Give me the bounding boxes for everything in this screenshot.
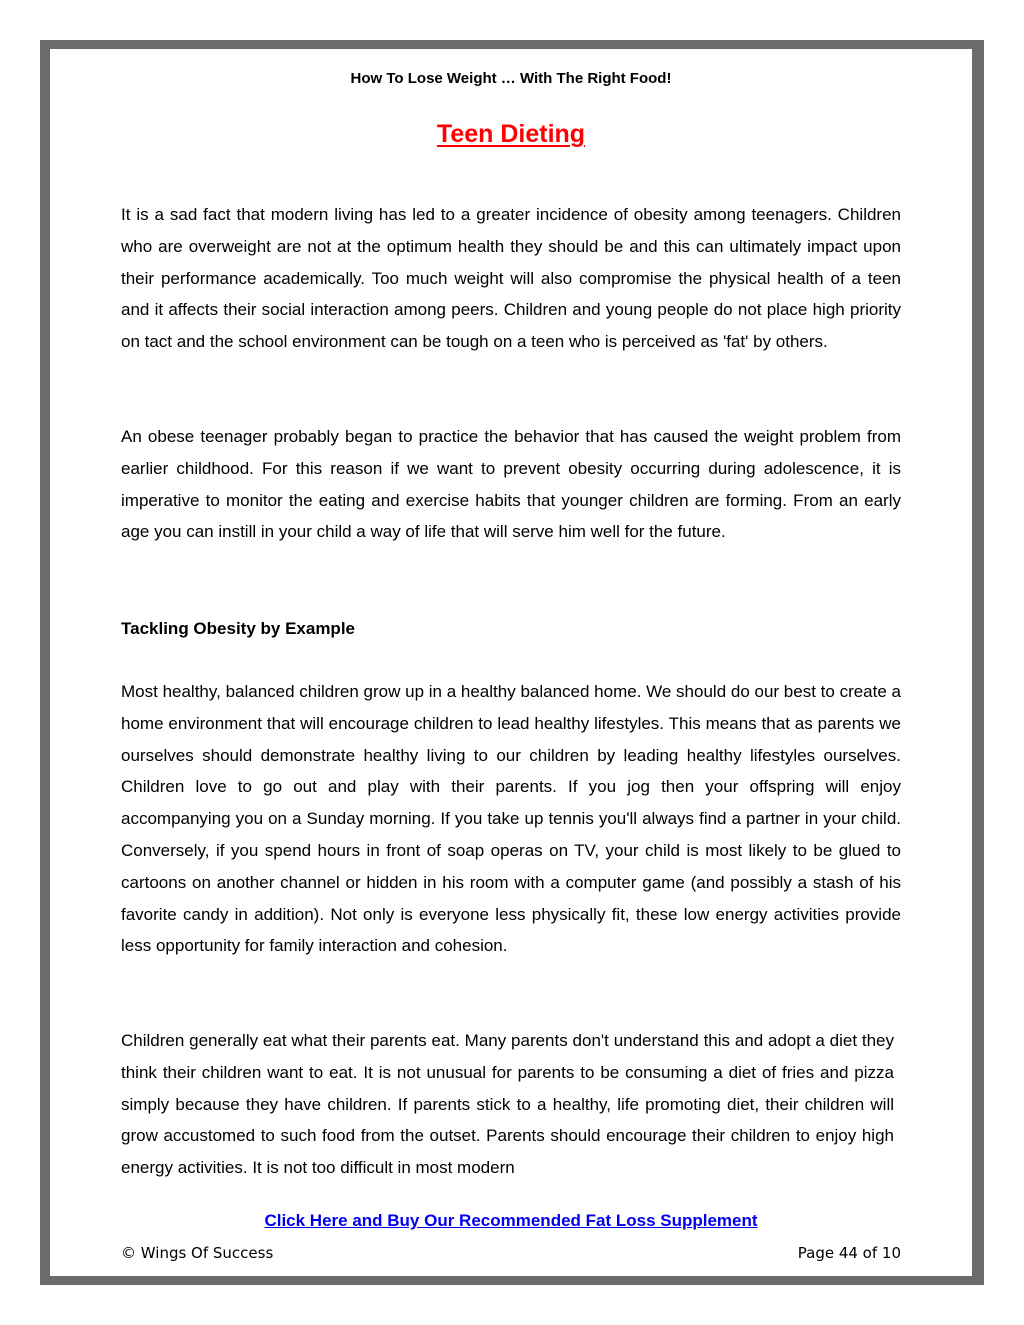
copyright-text: © Wings Of Success [121, 1244, 274, 1262]
section-subheading: Tackling Obesity by Example [121, 619, 355, 638]
buy-supplement-link[interactable]: Click Here and Buy Our Recommended Fat Loss Supplement [264, 1211, 758, 1230]
page-number: Page 44 of 10 [797, 1244, 901, 1262]
paragraph-4: Children generally eat what their parents eat. Many parents don't understand this and adopt a diet they think their children want to eat. It is not unusual for parents to be consuming a diet of fries and pizza simply because they have children. If parents stick to a healthy, life promoting diet, their children will grow accustomed to such food from the outset. Parents should encourage their children to enjoy high energy activities. It is not too difficult in most modern [121, 1031, 894, 1178]
paragraph-2: An obese teenager probably began to practice the behavior that has caused the weight problem from earlier childhood. For this reason if we want to prevent obesity occurring during adolescence, it is imperative to monitor the eating and exercise habits that younger children are forming. From an early age you can instill in your child a way of life that will serve him well for the future. [121, 427, 901, 542]
page-title: Teen Dieting [436, 120, 586, 148]
paragraph-3: Most healthy, balanced children grow up in a healthy balanced home. We should do our best to create a home environment that will encourage children to lead healthy lifestyles. This means that as parents we ourselves should demonstrate healthy living to our children by leading healthy lifestyles ourselves. Children love to go out and play with their parents. If you jog then your offspring will enjoy accompanying you on a Sunday morning. If you take up tennis you'll always find a partner in your child. Conversely, if you spend hours in front of soap operas on TV, your child is most likely to be glued to cartoons on another channel or hidden in his room with a computer game (and possibly a stash of his favorite candy in addition). Not only is everyone less physically fit, these low energy activities provide less opportunity for family interaction and cohesion. [121, 682, 901, 956]
page-frame [40, 40, 984, 1285]
paragraph-1: It is a sad fact that modern living has led to a greater incidence of obesity among teenagers. Children who are overweight are not at the optimum health they should be and this can ultimately impact upon their performance academically. Too much weight will also compromise the physical health of a teen and it affects their social interaction among peers. Children and young people do not place high priority on tact and the school environment can be tough on a teen who is perceived as 'fat' by others. [121, 205, 901, 352]
running-header: How To Lose Weight … With The Right Food! [350, 70, 672, 87]
